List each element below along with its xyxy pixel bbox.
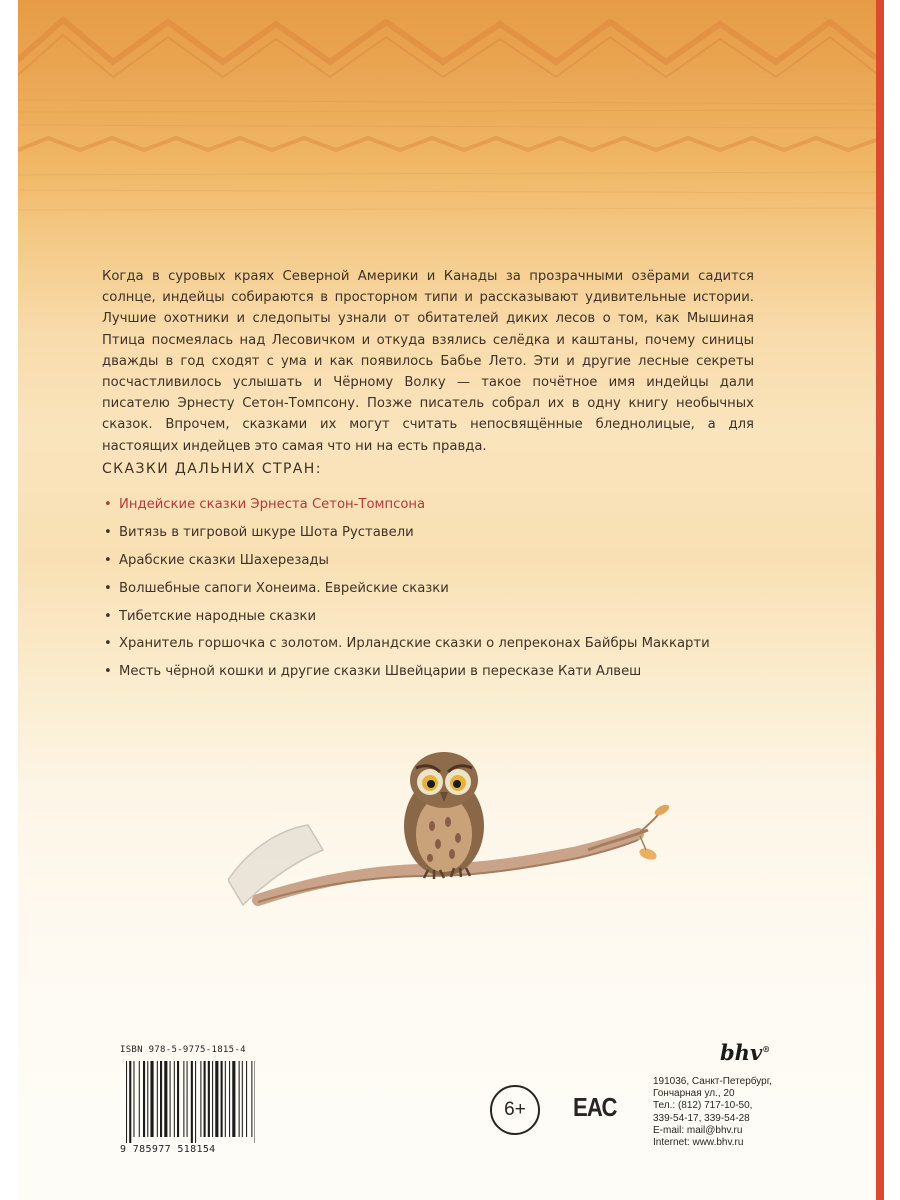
address-line: 339-54-17, 339-54-28: [653, 1112, 750, 1124]
series-item-label: Месть чёрной кошки и другие сказки Швейцарии в пересказе Кати Алвеш: [119, 664, 642, 680]
address-line: Гончарная ул., 20: [653, 1088, 735, 1100]
series-list: [102, 497, 710, 692]
series-item: [102, 525, 710, 553]
owl-icon: [228, 730, 688, 910]
address-line: Internet: www.bhv.ru: [653, 1137, 744, 1149]
age-rating-badge: 6+: [490, 1085, 540, 1135]
series-item-label: Витязь в тигровой шкуре Шота Руставели: [119, 524, 414, 540]
address-line: E-mail: mail@bhv.ru: [653, 1124, 743, 1136]
publisher-logo-text: bhv: [720, 1040, 763, 1065]
series-item-label: Хранитель горшочка с золотом. Ирландские сказки о лепреконах Байбры Маккарти: [119, 636, 710, 652]
bullet: •: [104, 580, 112, 596]
registered-mark: ®: [762, 1044, 771, 1054]
series-item-label: Арабские сказки Шахерезады: [119, 552, 329, 568]
ornament-texture: [18, 0, 876, 260]
address-line: Тел.: (812) 717-10-50,: [653, 1100, 753, 1112]
series-item-label: Индейские сказки Эрнеста Сетон-Томпсона: [119, 497, 426, 512]
publisher-logo: [720, 1040, 770, 1065]
bullet: •: [104, 664, 112, 680]
series-item: [102, 553, 710, 581]
bullet: •: [104, 524, 112, 540]
address-line: 191036, Санкт-Петербург,: [653, 1076, 772, 1087]
bullet: •: [104, 608, 112, 624]
series-heading: СКАЗКИ ДАЛЬНИХ СТРАН:: [102, 461, 322, 477]
series-item-label: Тибетские народные сказки: [119, 608, 317, 624]
barcode-icon: [120, 1061, 255, 1143]
publisher-address: [653, 1076, 772, 1149]
spine-stripe: [876, 0, 884, 1200]
intro-paragraph: Когда в суровых краях Северной Америки и Канады за прозрачными озёрами садится солнце, индейцы собираются в просторном типи и рассказывают удивительные истории. Лучшие охотники и следопыты узнали от обитателей диких лесов о том, как Мышиная Птица посмеялась над Лесовичком и откуда взялись селёдка и каштаны, почему синицы дважды в год сходят с ума и как появилось Бабье Лето. Эти и другие лесные секреты посчастливилось услышать и Чёрному Волку — такое почётное имя индейцы дали писателю Эрнесту Сетон-Томпсону. Позже писатель собрал их в одну книгу необычных сказок. Впрочем, сказками их могут считать непосвящённые бледнолицые, а для настоящих индейцев это самая что ни на есть правда.: [102, 269, 754, 454]
bullet: •: [104, 636, 112, 652]
back-cover: [18, 0, 876, 1200]
barcode-digits: 9 785977 518154: [120, 1144, 216, 1155]
isbn-label: ISBN 978-5-9775-1815-4: [120, 1045, 246, 1055]
series-item: [102, 609, 710, 637]
bullet: •: [104, 497, 112, 512]
series-item: [102, 664, 710, 692]
series-item: [102, 636, 710, 664]
series-item-label: Волшебные сапоги Хонеима. Еврейские сказки: [119, 580, 449, 596]
series-item-current: [102, 497, 710, 525]
bullet: •: [104, 552, 112, 568]
barcode-block: [120, 1045, 255, 1155]
series-item: [102, 581, 710, 609]
eac-certification-mark: ЕАС: [573, 1092, 617, 1122]
